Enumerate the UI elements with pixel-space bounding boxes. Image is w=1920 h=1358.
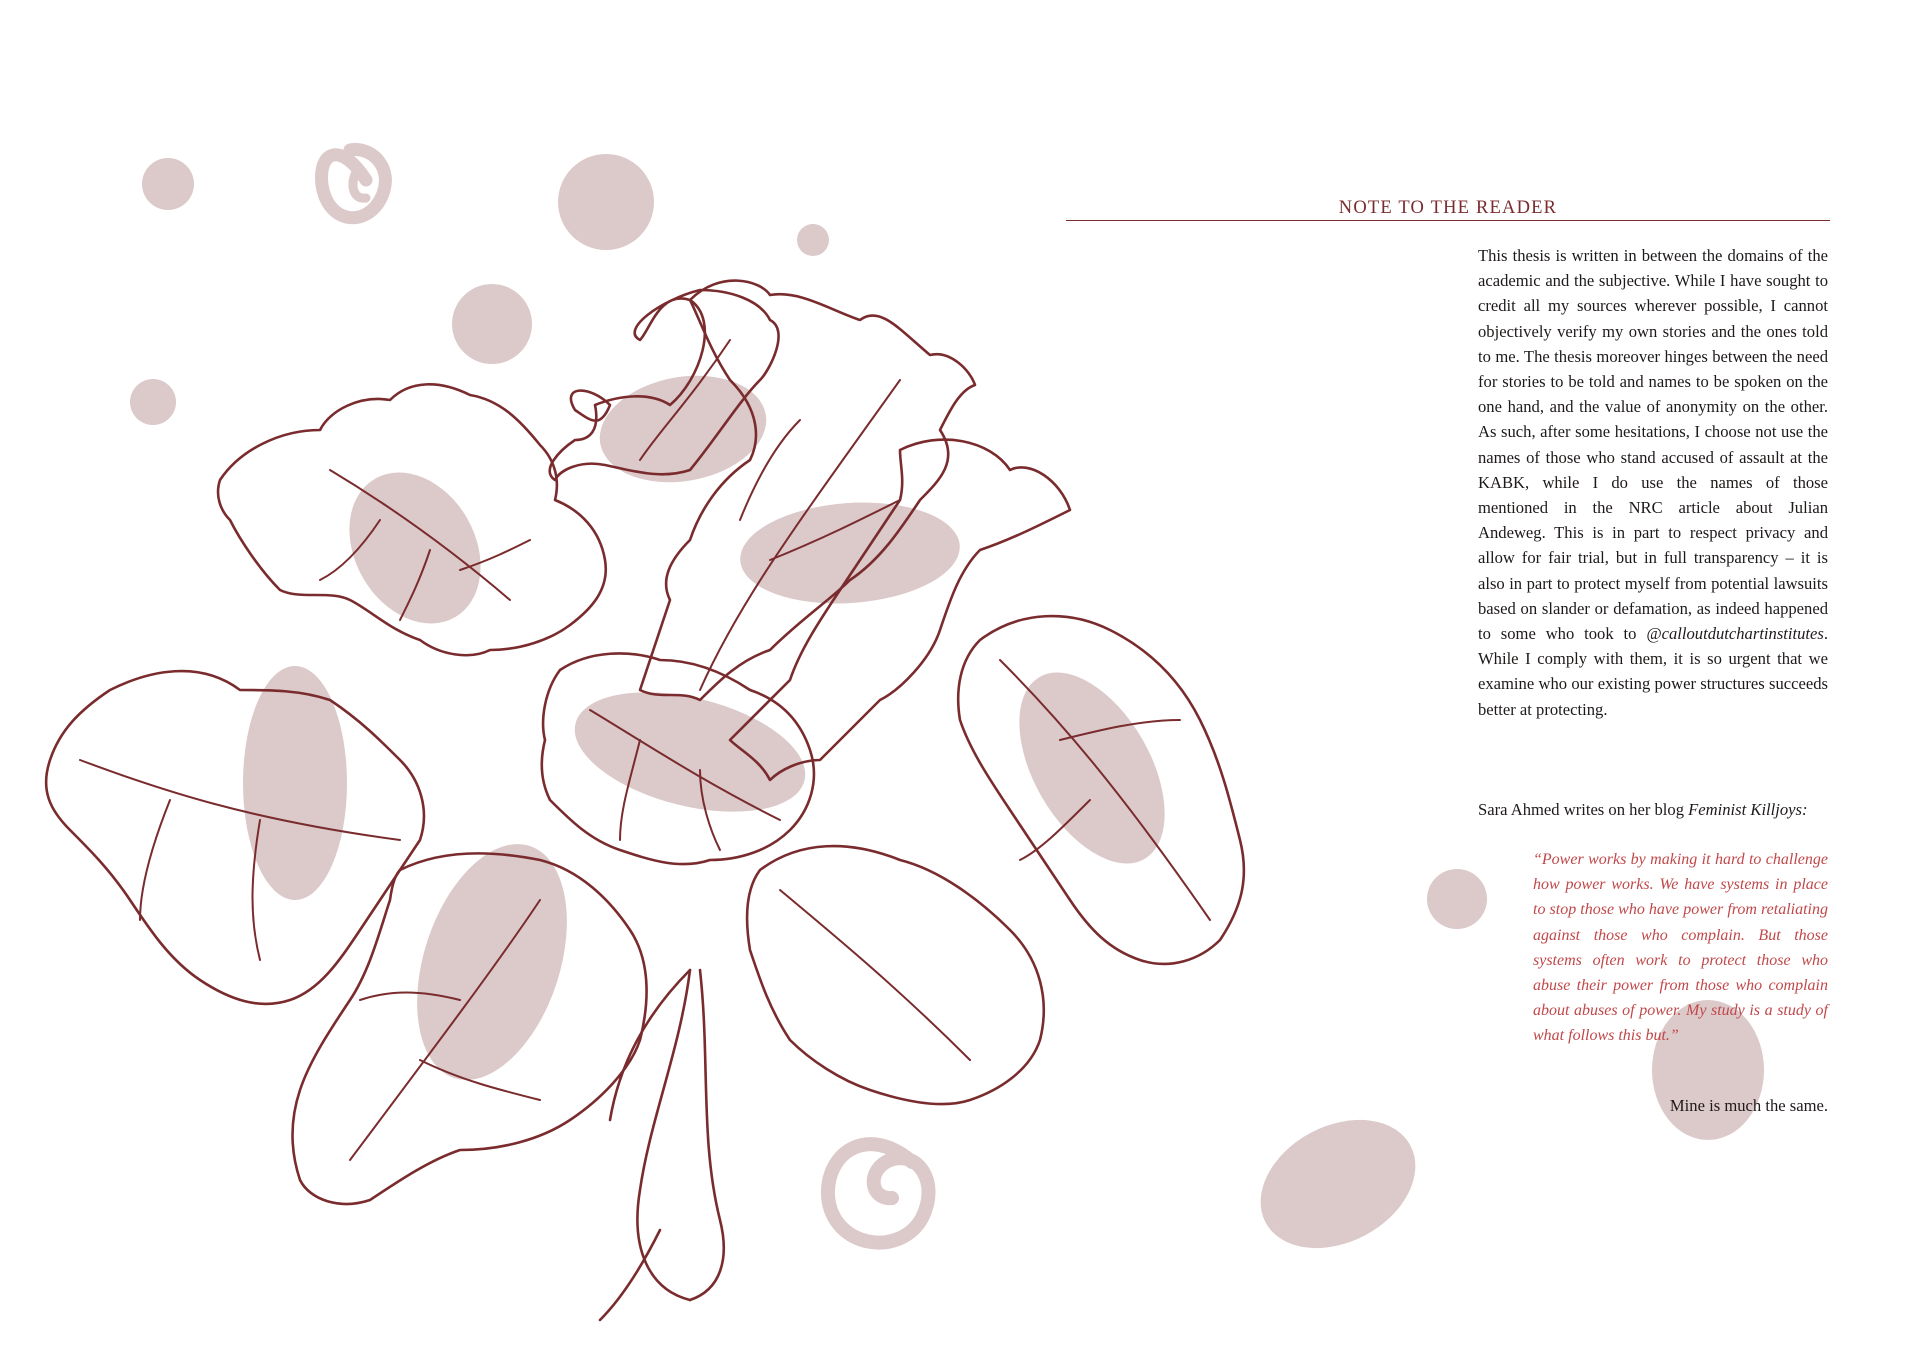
spiral-bottom	[828, 1144, 929, 1242]
dot-icon	[452, 284, 532, 364]
dot-icon	[797, 224, 829, 256]
dot-icon	[558, 154, 654, 250]
dot-icon	[323, 449, 507, 648]
dot-icon	[1238, 1094, 1437, 1273]
blog-name: Feminist Killjoys:	[1688, 800, 1808, 819]
closing-line: Mine is much the same.	[1669, 1096, 1828, 1115]
dot-icon	[737, 495, 963, 610]
quote-intro	[1478, 797, 1828, 822]
page-heading: NOTE TO THE READER	[1338, 198, 1558, 218]
dot-icon	[390, 825, 595, 1099]
instagram-handle: @calloutdutchartinstitutes	[1646, 624, 1824, 644]
body-text: This thesis is written in between the domains of the academic and the subjective. While I have sought to credit all my sources wherever possible, I cannot objectively verify my own stories and the ones told to me. The thesis moreover hinges between the need for stories to be told and names to be spoken on the one hand, and the value of anonymity on the other. As such, after some hesitations, I choose not use the names of those who stand accused of assault at the KABK, while I do use the names of those mentioned in the NRC article about Julian Andeweg. This is in part to respect privacy and allow for fair trial, but in full transparency – it is also in part to protect myself from potential lawsuits based on slander or defamation, as indeed happened to some who took to	[1478, 246, 1828, 644]
dot-icon	[1427, 869, 1487, 929]
body-text-end: . While I comply with them, it is so urgent that we examine who our existing power structures succeeds better at protecting.	[1478, 624, 1829, 719]
block-quote: “Power works by making it hard to challenge how power works. We have systems in place to stop those who have power from retaliating against those who complain. But those systems often work to protect those who abuse their power from those who complain about abuses of power. My study is a study of what follows this but.”	[1533, 851, 1828, 1045]
dot-icon	[142, 158, 194, 210]
body-paragraph	[1478, 243, 1828, 722]
dot-icon	[130, 379, 176, 425]
intro-text: Sara Ahmed writes on her blog	[1478, 800, 1684, 819]
spiral-icon	[828, 1144, 929, 1242]
spiral-top	[322, 150, 386, 218]
heading-rule	[1066, 220, 1830, 221]
dot-icon	[591, 363, 775, 495]
dot-icon	[989, 648, 1194, 888]
